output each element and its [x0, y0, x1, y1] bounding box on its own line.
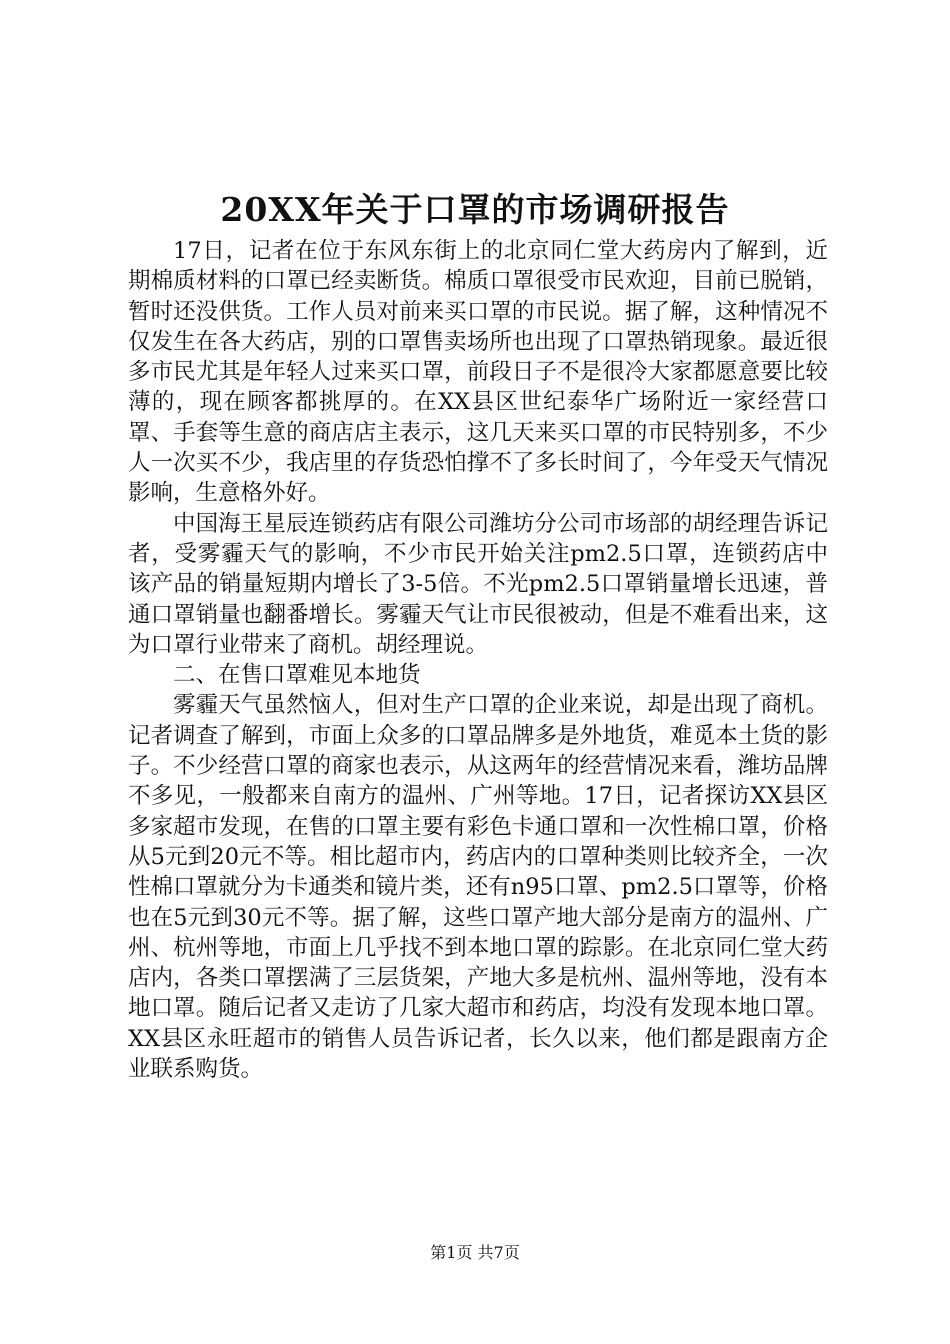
- section-heading-local-goods: 二、在售口罩难见本地货: [173, 662, 421, 689]
- page-number: 第1页: [430, 1243, 473, 1262]
- paragraph-market-overview: 17日，记者在位于东风东街上的北京同仁堂大药房内了解到，近期棉质材料的口罩已经卖断货。棉质口罩很受市民欢迎，目前已脱销，暂时还没供货。工作人员对前来买口罩的市民说。据了解，这种情况不仅发生在各大药店，别的口罩售卖场所也出现了口罩热销现象。最近很多市民尤其是年轻人过来买口罩，前段日子不是很冷大家都愿意要比较薄的，现在顾客都挑厚的。在XX县区世纪泰华广场附近一家经营口罩、手套等生意的商店店主表示，这几天来买口罩的市民特别多，不少人一次买不少，我店里的存货恐怕撑不了多长时间了，今年受天气情况影响，生意格外好。: [128, 238, 828, 507]
- document-title: 20XX年关于口罩的市场调研报告: [220, 190, 730, 229]
- paragraph-manager-interview: 中国海王星辰连锁药店有限公司潍坊分公司市场部的胡经理告诉记者，受雾霾天气的影响，不少市民开始关注pm2.5口罩，连锁药店中该产品的销量短期内增长了3-5倍。不光pm2.5口罩销量增长迅速，普通口罩销量也翻番增长。雾霾天气让市民很被动，但是不难看出来，这为口罩行业带来了商机。胡经理说。: [128, 510, 828, 658]
- page-total: 共7页: [477, 1243, 520, 1262]
- document-body: [128, 236, 828, 1084]
- paragraph-local-goods: 雾霾天气虽然恼人，但对生产口罩的企业来说，却是出现了商机。记者调查了解到，市面上众多的口罩品牌多是外地货，难觅本土货的影子。不少经营口罩的商家也表示，从这两年的经营情况来看，潍坊品牌不多见，一般都来自南方的温州、广州等地。17日，记者探访XX县区多家超市发现，在售的口罩主要有彩色卡通口罩和一次性棉口罩，价格从5元到20元不等。相比超市内，药店内的口罩种类则比较齐全，一次性棉口罩就分为卡通类和镜片类，还有n95口罩、pm2.5口罩等，价格也在5元到30元不等。据了解，这些口罩产地大部分是南方的温州、广州、杭州等地，市面上几乎找不到本地口罩的踪影。在北京同仁堂大药店内，各类口罩摆满了三层货架，产地大多是杭州、温州等地，没有本地口罩。随后记者又走访了几家大超市和药店，均没有发现本地口罩。XX县区永旺超市的销售人员告诉记者，长久以来，他们都是跟南方企业联系购货。: [128, 692, 828, 1083]
- page-footer: [0, 1243, 950, 1263]
